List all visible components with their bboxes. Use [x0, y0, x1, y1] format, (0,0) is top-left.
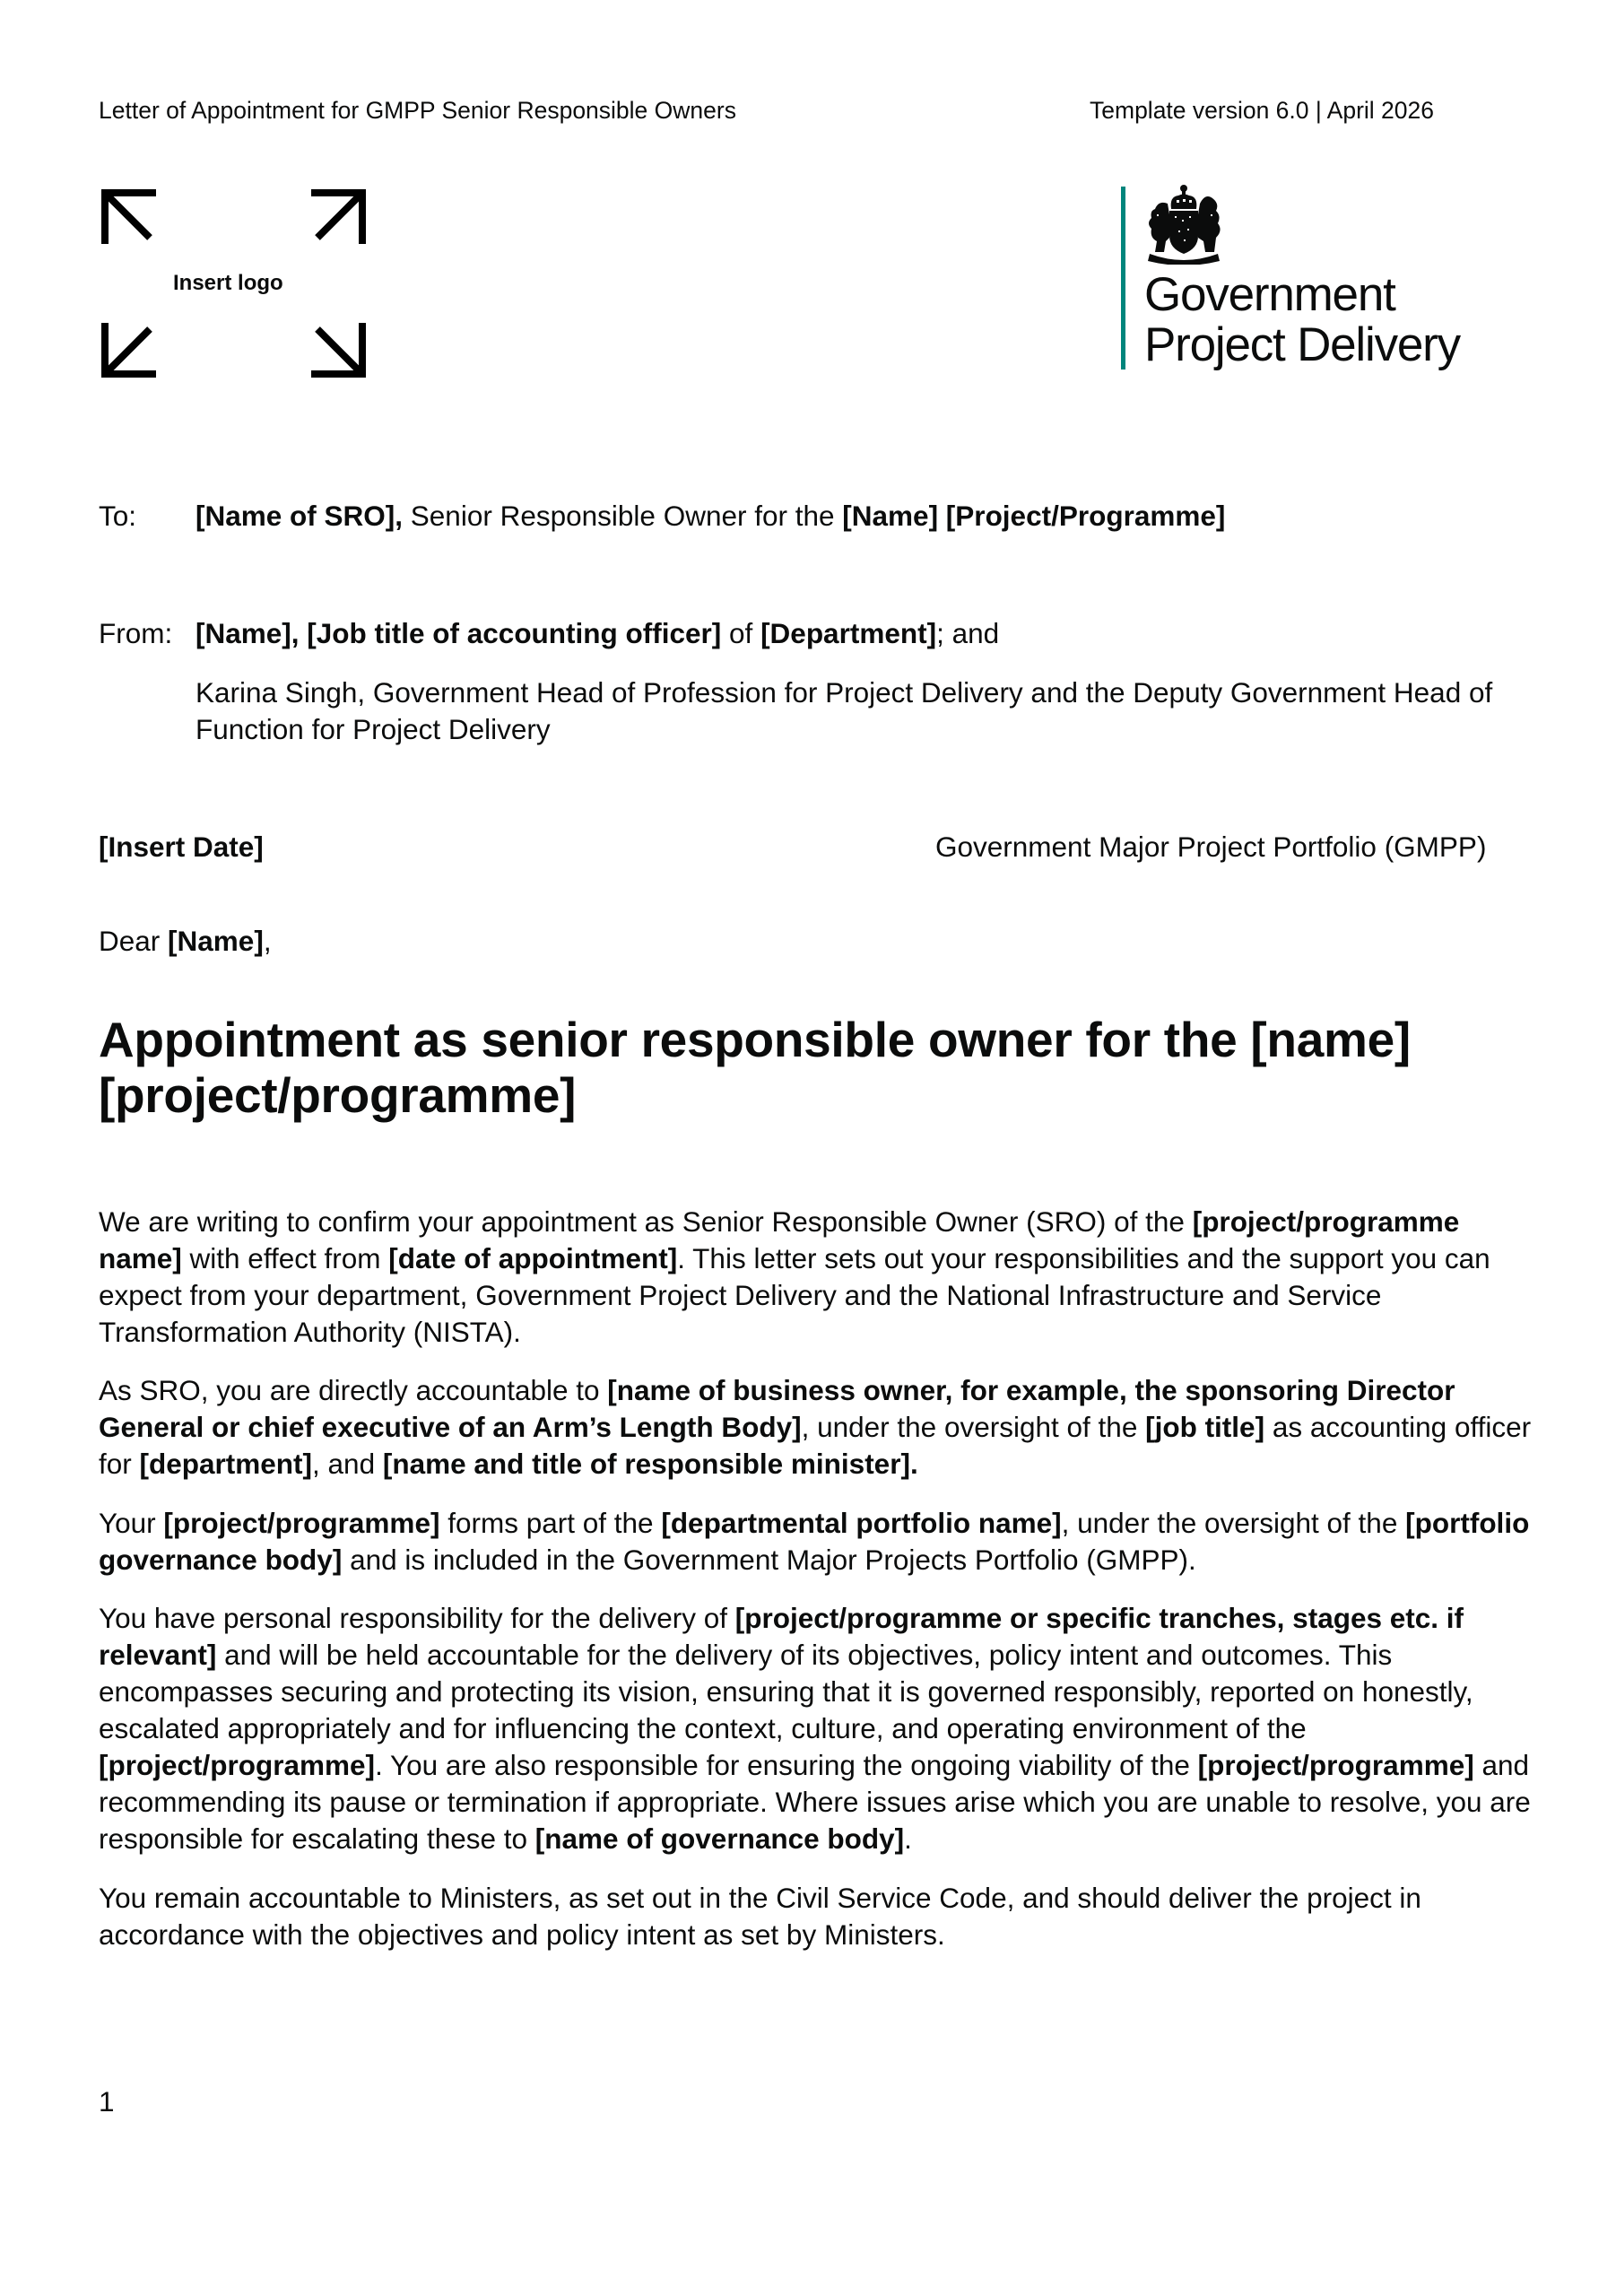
- paragraph-portfolio: [99, 1505, 1533, 1578]
- placeholder-business-owner[interactable]: [name of business owner, for example, the sponsoring Director General or chief executive of an Arm’s Length Body]: [99, 1374, 1455, 1443]
- placeholder-job-title[interactable]: [job title]: [1145, 1411, 1265, 1443]
- second-sender: Karina Singh, Government Head of Profession for Project Delivery and the Deputy Government Head of Function for Project Delivery: [195, 676, 1493, 745]
- placeholder-governance-body[interactable]: [name of governance body]: [534, 1822, 905, 1855]
- text: . This letter sets out your responsibilities and the support you can expect from your department, Government Project Delivery and the National Infrastructure and Service Transformation Authority (NISTA).: [99, 1242, 1490, 1348]
- logo-accent-bar: [1121, 187, 1125, 370]
- placeholder-responsible-minister[interactable]: [name and title of responsible minister].: [382, 1448, 918, 1480]
- royal-coat-of-arms-icon: [1142, 184, 1225, 265]
- insert-logo-label: Insert logo: [173, 271, 283, 295]
- document-header-title: Letter of Appointment for GMPP Senior Responsible Owners: [99, 97, 736, 124]
- paragraph-personal-responsibility: [99, 1600, 1533, 1857]
- text: and will be held accountable for the delivery of its objectives, policy intent and outcomes. This encompasses securing and protecting its vision, ensuring that it is governed responsibly, reported on honestly, escalated appropriately and for influencing the context, culture, and operating environment of the: [99, 1639, 1473, 1744]
- paragraph-accountability: [99, 1372, 1533, 1483]
- logo-line-government: Government: [1144, 268, 1395, 321]
- placeholder-project-tranches[interactable]: [project/programme or specific tranches, stages etc. if relevant]: [99, 1602, 1464, 1671]
- placeholder-project-programme[interactable]: [project/programme]: [1197, 1749, 1474, 1781]
- insert-date-placeholder[interactable]: [Insert Date]: [99, 831, 264, 863]
- logo-line-project-delivery: Project Delivery: [1144, 318, 1460, 371]
- text: Your: [99, 1507, 164, 1539]
- from-text: of: [721, 617, 761, 649]
- project-name-placeholder[interactable]: [Name] [Project/Programme]: [842, 500, 1226, 532]
- placeholder-departmental-portfolio-name[interactable]: [departmental portfolio name]: [661, 1507, 1062, 1539]
- text: .: [904, 1822, 912, 1855]
- to-label: To:: [99, 500, 137, 532]
- salutation-dear: Dear: [99, 925, 169, 957]
- text: forms part of the: [439, 1507, 662, 1539]
- from-label: From:: [99, 617, 173, 649]
- logo-placeholder[interactable]: [97, 185, 370, 382]
- text: As SRO, you are directly accountable to: [99, 1374, 608, 1406]
- text: , under the oversight of the: [801, 1411, 1146, 1443]
- recipient-name-placeholder[interactable]: [Name]: [168, 925, 264, 957]
- text: You remain accountable to Ministers, as set out in the Civil Service Code, and should deliver the project in accordance with the objectives and policy intent as set by Ministers.: [99, 1882, 1421, 1951]
- from-sender: [195, 615, 1541, 652]
- text: and recommending its pause or termination if appropriate. Where issues arise which you are unable to resolve, you are responsible for escalating these to: [99, 1749, 1531, 1855]
- document-header-version: Template version 6.0 | April 2026: [1090, 97, 1434, 124]
- text: and is included in the Government Major Projects Portfolio (GMPP).: [342, 1544, 1196, 1576]
- placeholder-project-programme-name[interactable]: [project/programme name]: [99, 1205, 1460, 1274]
- salutation-comma: ,: [263, 925, 272, 957]
- placeholder-project-programme[interactable]: [project/programme]: [163, 1507, 440, 1539]
- page-number: 1: [99, 2085, 115, 2118]
- text: We are writing to confirm your appointment as Senior Responsible Owner (SRO) of the: [99, 1205, 1193, 1238]
- portfolio-label: Government Major Project Portfolio (GMPP): [935, 831, 1487, 863]
- paragraph-ministerial-accountability: [99, 1880, 1533, 1953]
- to-recipient: [195, 498, 1541, 535]
- department-placeholder[interactable]: [Department]: [760, 617, 937, 649]
- text: , under the oversight of the: [1061, 1507, 1406, 1539]
- from-text-and: ; and: [936, 617, 1000, 649]
- text: . You are also responsible for ensuring the ongoing viability of the: [375, 1749, 1198, 1781]
- text: You have personal responsibility for the delivery of: [99, 1602, 735, 1634]
- placeholder-project-programme[interactable]: [project/programme]: [99, 1749, 376, 1781]
- sro-name-placeholder[interactable]: [Name of SRO],: [195, 500, 404, 532]
- salutation: [99, 923, 272, 960]
- placeholder-department[interactable]: [department]: [139, 1448, 313, 1480]
- placeholder-date-of-appointment[interactable]: [date of appointment]: [388, 1242, 678, 1274]
- letter-title: Appointment as senior responsible owner for the [name] [project/programme]: [99, 1012, 1411, 1123]
- government-project-delivery-logo: [1119, 184, 1514, 390]
- logo-wordmark: [1144, 270, 1460, 370]
- text: as accounting officer for: [99, 1411, 1532, 1480]
- to-text: Senior Responsible Owner for the: [403, 500, 843, 532]
- text: , and: [312, 1448, 383, 1480]
- placeholder-portfolio-governance-body[interactable]: [portfolio governance body]: [99, 1507, 1530, 1576]
- text: with effect from: [181, 1242, 389, 1274]
- paragraph-appointment-confirmation: [99, 1204, 1533, 1351]
- accounting-officer-placeholder[interactable]: [Name], [Job title of accounting officer]: [195, 617, 722, 649]
